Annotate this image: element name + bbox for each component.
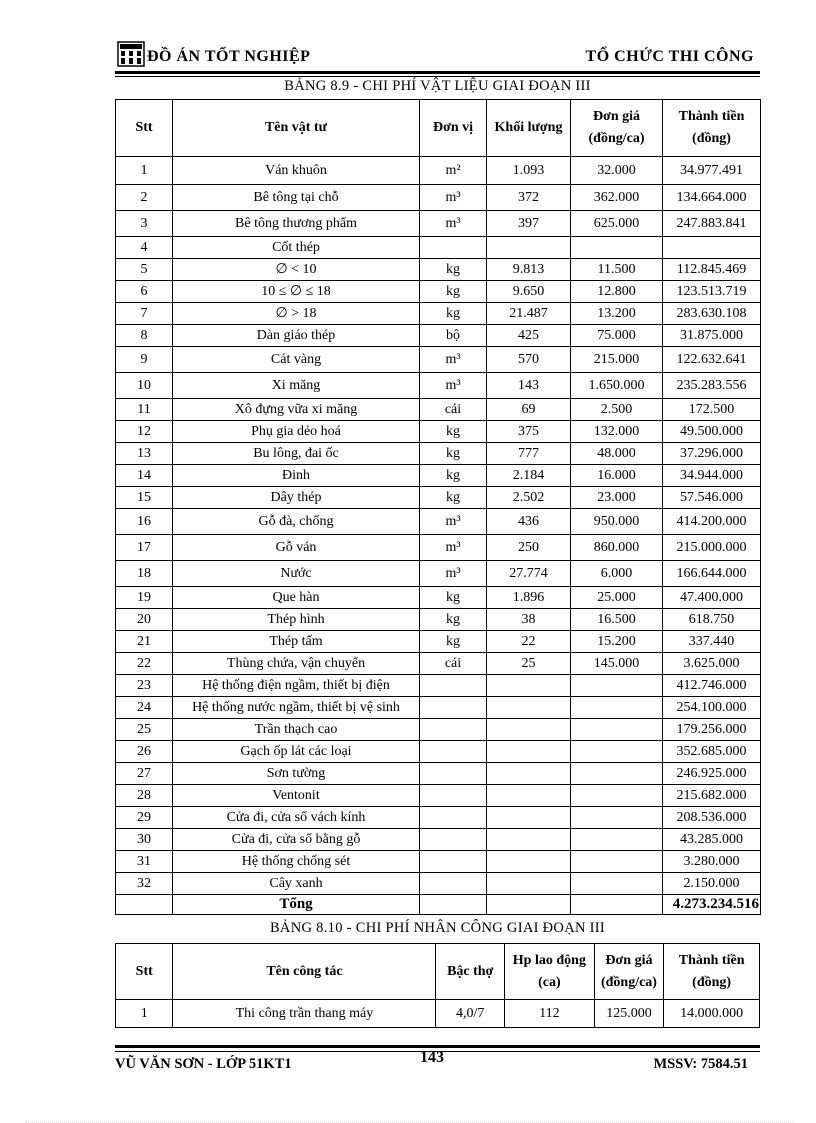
unit-price-cell — [571, 807, 663, 829]
col-header-worker-grade: Bậc thợ — [436, 944, 505, 1000]
total-qty-cell — [487, 895, 571, 915]
stt-cell: 13 — [116, 443, 173, 465]
quantity-cell — [487, 807, 571, 829]
stt-cell: 18 — [116, 561, 173, 587]
table-row — [116, 157, 761, 185]
material-name-cell: Que hàn — [173, 587, 420, 609]
quantity-cell: 22 — [487, 631, 571, 653]
unit-cell: kg — [420, 443, 487, 465]
material-name-cell: Dây thép — [173, 487, 420, 509]
unit-price-cell — [571, 719, 663, 741]
unit-cell: cái — [420, 399, 487, 421]
unit-price-cell: 145.000 — [571, 653, 663, 675]
material-name-cell: Sơn tường — [173, 763, 420, 785]
total-cell: 246.925.000 — [663, 763, 761, 785]
stt-cell: 7 — [116, 303, 173, 325]
material-name-cell: Nước — [173, 561, 420, 587]
quantity-cell: 25 — [487, 653, 571, 675]
unit-price-cell: 362.000 — [571, 185, 663, 211]
table-row — [116, 465, 761, 487]
stt-cell: 8 — [116, 325, 173, 347]
total-cell: 122.632.641 — [663, 347, 761, 373]
quantity-cell: 2.184 — [487, 465, 571, 487]
stt-cell: 11 — [116, 399, 173, 421]
unit-price-cell: 1.650.000 — [571, 373, 663, 399]
unit-price-cell: 6.000 — [571, 561, 663, 587]
total-cell: 283.630.108 — [663, 303, 761, 325]
material-name-cell: Cửa đi, cửa sổ vách kính — [173, 807, 420, 829]
stt-cell: 26 — [116, 741, 173, 763]
unit-price-cell: 2.500 — [571, 399, 663, 421]
total-cell: 208.536.000 — [663, 807, 761, 829]
table-row — [116, 807, 761, 829]
quantity-cell: 250 — [487, 535, 571, 561]
unit-cell — [420, 675, 487, 697]
unit-cell — [420, 741, 487, 763]
material-name-cell: Ventonit — [173, 785, 420, 807]
labor-coefficient-cell: 112 — [505, 1000, 595, 1028]
stt-cell: 12 — [116, 421, 173, 443]
quantity-cell — [487, 763, 571, 785]
quantity-cell: 436 — [487, 509, 571, 535]
material-name-cell: Cát vàng — [173, 347, 420, 373]
stt-cell: 9 — [116, 347, 173, 373]
unit-price-cell: 132.000 — [571, 421, 663, 443]
table1-caption: BẢNG 8.9 - CHI PHÍ VẬT LIỆU GIAI ĐOẠN III — [284, 78, 591, 94]
total-cell: 352.685.000 — [663, 741, 761, 763]
col-header-unit-price: Đơn giá (đồng/ca) — [594, 944, 664, 1000]
quantity-cell — [487, 675, 571, 697]
col-header-quantity: Khối lượng — [487, 100, 571, 157]
material-name-cell: Bu lông, đai ốc — [173, 443, 420, 465]
quantity-cell: 21.487 — [487, 303, 571, 325]
quantity-cell: 9.650 — [487, 281, 571, 303]
quantity-cell — [487, 697, 571, 719]
unit-price-cell — [571, 741, 663, 763]
material-name-cell: Gỗ ván — [173, 535, 420, 561]
unit-price-cell: 11.500 — [571, 259, 663, 281]
unit-price-cell — [571, 763, 663, 785]
stt-cell: 22 — [116, 653, 173, 675]
stt-cell: 6 — [116, 281, 173, 303]
stt-cell: 23 — [116, 675, 173, 697]
table-row — [116, 1000, 760, 1028]
table-row — [116, 421, 761, 443]
stt-cell: 1 — [116, 1000, 173, 1028]
col-header-total: Thành tiền (đồng) — [663, 100, 761, 157]
total-cell: 37.296.000 — [663, 443, 761, 465]
table-row — [116, 487, 761, 509]
stt-cell: 3 — [116, 211, 173, 237]
table-row — [116, 325, 761, 347]
unit-price-cell — [571, 873, 663, 895]
table-row — [116, 259, 761, 281]
total-unit-cell — [420, 895, 487, 915]
unit-cell — [420, 851, 487, 873]
material-name-cell: Trần thạch cao — [173, 719, 420, 741]
unit-cell: m³ — [420, 509, 487, 535]
unit-price-cell: 215.000 — [571, 347, 663, 373]
total-cell: 3.280.000 — [663, 851, 761, 873]
table2-caption: BẢNG 8.10 - CHI PHÍ NHÂN CÔNG GIAI ĐOẠN III — [269, 920, 606, 936]
stt-cell: 19 — [116, 587, 173, 609]
total-cell: 43.285.000 — [663, 829, 761, 851]
stt-cell: 17 — [116, 535, 173, 561]
stt-cell: 4 — [116, 237, 173, 259]
unit-cell: m³ — [420, 211, 487, 237]
total-cell: 414.200.000 — [663, 509, 761, 535]
material-name-cell: ∅ < 10 — [173, 259, 420, 281]
unit-cell — [420, 697, 487, 719]
stt-cell: 5 — [116, 259, 173, 281]
total-cell: 215.000.000 — [663, 535, 761, 561]
stt-cell: 14 — [116, 465, 173, 487]
stt-cell: 32 — [116, 873, 173, 895]
unit-price-cell: 32.000 — [571, 157, 663, 185]
page-number: 143 — [420, 1049, 444, 1066]
quantity-cell: 425 — [487, 325, 571, 347]
unit-cell: kg — [420, 631, 487, 653]
stt-cell: 28 — [116, 785, 173, 807]
col-header-stt: Stt — [116, 944, 173, 1000]
footer-author: VŨ VĂN SƠN - LỚP 51KT1 — [115, 1056, 292, 1072]
stt-cell: 10 — [116, 373, 173, 399]
table-row — [116, 509, 761, 535]
unit-price-cell: 13.200 — [571, 303, 663, 325]
quantity-cell: 375 — [487, 421, 571, 443]
table-row — [116, 587, 761, 609]
chapter-title: TỔ CHỨC THI CÔNG — [585, 48, 754, 65]
unit-price-cell: 23.000 — [571, 487, 663, 509]
col-header-unit-price: Đơn giá (đồng/ca) — [571, 100, 663, 157]
unit-price-cell: 75.000 — [571, 325, 663, 347]
table1-total-row — [116, 895, 761, 915]
total-cell: 31.875.000 — [663, 325, 761, 347]
total-cell: 134.664.000 — [663, 185, 761, 211]
quantity-cell: 570 — [487, 347, 571, 373]
unit-cell: kg — [420, 421, 487, 443]
stt-cell: 25 — [116, 719, 173, 741]
material-name-cell: Hệ thống nước ngầm, thiết bị vệ sinh — [173, 697, 420, 719]
footer-student-id: MSSV: 7584.51 — [653, 1056, 748, 1072]
unit-price-cell — [571, 675, 663, 697]
total-cell: 2.150.000 — [663, 873, 761, 895]
materials-cost-table — [115, 99, 761, 915]
stt-cell: 1 — [116, 157, 173, 185]
unit-price-cell: 625.000 — [571, 211, 663, 237]
table-row — [116, 829, 761, 851]
worker-grade-cell: 4,0/7 — [436, 1000, 505, 1028]
table-row — [116, 763, 761, 785]
material-name-cell: Gỗ đà, chống — [173, 509, 420, 535]
unit-cell: m³ — [420, 373, 487, 399]
total-cell: 47.400.000 — [663, 587, 761, 609]
unit-cell: kg — [420, 609, 487, 631]
unit-cell: kg — [420, 465, 487, 487]
material-name-cell: Hệ thống chống sét — [173, 851, 420, 873]
unit-price-cell — [571, 851, 663, 873]
unit-cell — [420, 807, 487, 829]
total-cell: 112.845.469 — [663, 259, 761, 281]
total-cell: 166.644.000 — [663, 561, 761, 587]
quantity-cell: 143 — [487, 373, 571, 399]
stt-cell: 15 — [116, 487, 173, 509]
unit-price-cell: 15.200 — [571, 631, 663, 653]
table-row — [116, 373, 761, 399]
stt-cell: 2 — [116, 185, 173, 211]
total-cell: 57.546.000 — [663, 487, 761, 509]
table-row — [116, 443, 761, 465]
unit-cell — [420, 829, 487, 851]
table-row — [116, 347, 761, 373]
total-cell: 618.750 — [663, 609, 761, 631]
total-cell: 254.100.000 — [663, 697, 761, 719]
quantity-cell: 372 — [487, 185, 571, 211]
quantity-cell: 397 — [487, 211, 571, 237]
table-row — [116, 719, 761, 741]
stt-cell: 24 — [116, 697, 173, 719]
unit-price-cell: 25.000 — [571, 587, 663, 609]
quantity-cell — [487, 719, 571, 741]
unit-price-cell: 125.000 — [594, 1000, 664, 1028]
stt-cell: 29 — [116, 807, 173, 829]
unit-cell: kg — [420, 303, 487, 325]
unit-cell — [420, 785, 487, 807]
stt-cell: 16 — [116, 509, 173, 535]
table-row — [116, 609, 761, 631]
total-cell: 412.746.000 — [663, 675, 761, 697]
unit-cell: kg — [420, 259, 487, 281]
col-header-stt: Stt — [116, 100, 173, 157]
total-cell: 337.440 — [663, 631, 761, 653]
total-cell: 172.500 — [663, 399, 761, 421]
quantity-cell: 69 — [487, 399, 571, 421]
material-name-cell: Xô đựng vữa xi măng — [173, 399, 420, 421]
total-stt-cell — [116, 895, 173, 915]
quantity-cell: 27.774 — [487, 561, 571, 587]
col-header-labor-coefficient: Hp lao động (ca) — [505, 944, 595, 1000]
quantity-cell: 1.896 — [487, 587, 571, 609]
material-name-cell: Gạch ốp lát các loại — [173, 741, 420, 763]
material-name-cell: Bê tông thương phẩm — [173, 211, 420, 237]
unit-cell: kg — [420, 487, 487, 509]
table-row — [116, 741, 761, 763]
table2-header-row — [116, 944, 760, 1000]
unit-cell — [420, 873, 487, 895]
quantity-cell: 2.502 — [487, 487, 571, 509]
unit-price-cell — [571, 785, 663, 807]
col-header-task-name: Tên công tác — [173, 944, 436, 1000]
unit-price-cell: 16.000 — [571, 465, 663, 487]
material-name-cell: Phụ gia dẻo hoá — [173, 421, 420, 443]
total-cell: 247.883.841 — [663, 211, 761, 237]
quantity-cell — [487, 741, 571, 763]
unit-cell: bộ — [420, 325, 487, 347]
material-name-cell: 10 ≤ ∅ ≤ 18 — [173, 281, 420, 303]
quantity-cell — [487, 829, 571, 851]
unit-cell: m³ — [420, 347, 487, 373]
total-cell: 123.513.719 — [663, 281, 761, 303]
quantity-cell: 9.813 — [487, 259, 571, 281]
material-name-cell: Đinh — [173, 465, 420, 487]
total-cell: 3.625.000 — [663, 653, 761, 675]
unit-price-cell — [571, 237, 663, 259]
table-row — [116, 281, 761, 303]
unit-cell — [420, 719, 487, 741]
total-price-cell — [571, 895, 663, 915]
material-name-cell: ∅ > 18 — [173, 303, 420, 325]
unit-cell: cái — [420, 653, 487, 675]
total-cell: 235.283.556 — [663, 373, 761, 399]
unit-cell — [420, 763, 487, 785]
unit-cell: m³ — [420, 185, 487, 211]
material-name-cell: Thùng chứa, vận chuyển — [173, 653, 420, 675]
total-value: 4.273.234.516 — [663, 895, 761, 915]
total-cell: 34.977.491 — [663, 157, 761, 185]
table-row — [116, 399, 761, 421]
unit-cell: m² — [420, 157, 487, 185]
quantity-cell — [487, 785, 571, 807]
material-name-cell: Cây xanh — [173, 873, 420, 895]
task-name-cell: Thi công trần thang máy — [173, 1000, 436, 1028]
material-name-cell: Bê tông tại chỗ — [173, 185, 420, 211]
stt-cell: 27 — [116, 763, 173, 785]
table-row — [116, 631, 761, 653]
unit-price-cell — [571, 697, 663, 719]
table-row — [116, 653, 761, 675]
total-cell: 34.944.000 — [663, 465, 761, 487]
total-cell: 14.000.000 — [664, 1000, 760, 1028]
unit-price-cell: 860.000 — [571, 535, 663, 561]
footer-rule — [115, 1045, 760, 1048]
table-row — [116, 785, 761, 807]
stt-cell: 20 — [116, 609, 173, 631]
unit-cell: kg — [420, 281, 487, 303]
school-building-logo-icon — [117, 41, 145, 67]
total-cell: 215.682.000 — [663, 785, 761, 807]
table-row — [116, 185, 761, 211]
table-row — [116, 873, 761, 895]
material-name-cell: Cửa đi, cửa sổ bằng gỗ — [173, 829, 420, 851]
material-name-cell: Xi măng — [173, 373, 420, 399]
table-row — [116, 697, 761, 719]
unit-cell: kg — [420, 587, 487, 609]
col-header-total: Thành tiền (đồng) — [664, 944, 760, 1000]
total-cell: 49.500.000 — [663, 421, 761, 443]
material-name-cell: Dàn giáo thép — [173, 325, 420, 347]
col-header-unit: Đơn vị — [420, 100, 487, 157]
table-row — [116, 211, 761, 237]
stt-cell: 31 — [116, 851, 173, 873]
col-header-material-name: Tên vật tư — [173, 100, 420, 157]
stt-cell: 30 — [116, 829, 173, 851]
quantity-cell — [487, 873, 571, 895]
material-name-cell: Thép tấm — [173, 631, 420, 653]
material-name-cell: Hệ thống điện ngầm, thiết bị điện — [173, 675, 420, 697]
table-row — [116, 851, 761, 873]
document-title: ĐỒ ÁN TỐT NGHIỆP — [147, 48, 311, 65]
table-row — [116, 535, 761, 561]
quantity-cell: 1.093 — [487, 157, 571, 185]
header-rule — [115, 71, 760, 74]
header-rule-thin — [115, 76, 760, 77]
unit-cell: m³ — [420, 561, 487, 587]
material-name-cell: Cốt thép — [173, 237, 420, 259]
unit-cell: m³ — [420, 535, 487, 561]
table1-header-row — [116, 100, 761, 157]
material-name-cell: Thép hình — [173, 609, 420, 631]
unit-price-cell: 12.800 — [571, 281, 663, 303]
table-row — [116, 561, 761, 587]
unit-price-cell: 950.000 — [571, 509, 663, 535]
unit-price-cell: 48.000 — [571, 443, 663, 465]
table-row — [116, 675, 761, 697]
quantity-cell: 38 — [487, 609, 571, 631]
table-row — [116, 237, 761, 259]
unit-price-cell — [571, 829, 663, 851]
material-name-cell: Ván khuôn — [173, 157, 420, 185]
quantity-cell: 777 — [487, 443, 571, 465]
quantity-cell — [487, 851, 571, 873]
unit-price-cell: 16.500 — [571, 609, 663, 631]
unit-cell — [420, 237, 487, 259]
stt-cell: 21 — [116, 631, 173, 653]
quantity-cell — [487, 237, 571, 259]
labor-cost-table — [115, 943, 760, 1028]
total-cell: 179.256.000 — [663, 719, 761, 741]
total-label: Tổng — [173, 895, 420, 915]
total-cell — [663, 237, 761, 259]
table-row — [116, 303, 761, 325]
